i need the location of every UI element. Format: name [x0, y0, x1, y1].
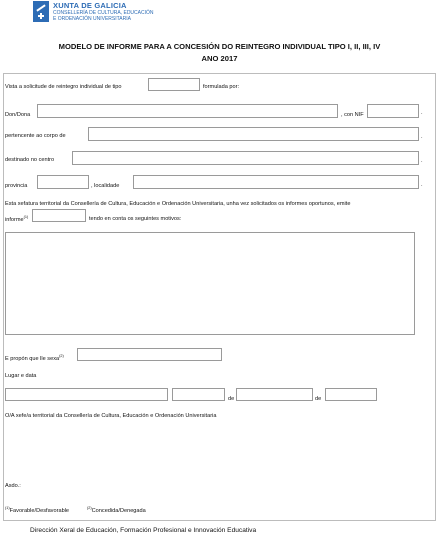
motives-textarea[interactable] [5, 232, 415, 335]
form-title: MODELO DE INFORME PARA A CONCESIÓN DO REINTEGRO INDIVIDUAL TIPO I, II, III, IV [58, 42, 381, 51]
informe-label: informe$^{(1)}$ [5, 215, 29, 223]
nif-label: , con NIF [341, 112, 364, 118]
propon-label: E propón que lle sexa$^{(2)}$ [5, 354, 64, 362]
xefatura-paragraph: Esta xefatura territorial da Consellería de Cultura, Educación e Ordenación Universitaria, unha vez solicitados os informes oportunos, emite [5, 201, 351, 207]
logo-department-line1: CONSELLERÍA DE CULTURA, EDUCACIÓN [53, 10, 154, 16]
period-mark: . [421, 182, 423, 188]
footnote-2: $^{(2)}$Concedida/Denegada [87, 506, 146, 514]
period-mark: . [421, 134, 423, 140]
de-label: de [315, 396, 322, 402]
period-mark: . [421, 110, 423, 116]
provincia-label: provincia [5, 183, 28, 189]
localidade-label: , localidade [91, 183, 120, 189]
asdo-label: Asdo.: [5, 483, 21, 489]
nif-field[interactable] [367, 104, 419, 118]
month-field[interactable] [236, 388, 313, 401]
reintegro-tipo-field[interactable] [148, 78, 200, 91]
logo-name: XUNTA DE GALICIA [53, 1, 127, 10]
corpo-field[interactable] [88, 127, 419, 141]
day-field[interactable] [172, 388, 225, 401]
logo-department-line2: E ORDENACIÓN UNIVERSITARIA [53, 16, 131, 22]
footnote-1: $^{(1)}$Favorable/Desfavorable [5, 506, 70, 514]
reintegro-tipo-label: Vista a solicitude de reintegro individual de tipo [5, 84, 122, 90]
form-title-year: ANO 2017 [201, 54, 238, 63]
motives-label: tendo en conta os seguintes motivos: [89, 216, 182, 222]
name-field[interactable] [37, 104, 338, 118]
localidade-field[interactable] [133, 175, 419, 189]
period-mark: . [421, 158, 423, 164]
don-dona-label: Don/Dona [5, 112, 31, 118]
lugar-field[interactable] [5, 388, 168, 401]
informe-type-field[interactable] [32, 209, 86, 222]
footer-department: Dirección Xeral de Educación, Formación Profesional e Innovación Educativa [30, 527, 257, 534]
xunta-emblem-icon [33, 1, 49, 22]
xunta-logo [33, 0, 173, 24]
propon-field[interactable] [77, 348, 222, 361]
de-label: de [228, 396, 235, 402]
lugar-data-label: Lugar e data [5, 373, 37, 379]
centro-field[interactable] [72, 151, 419, 165]
xefe-territorial-label: O/A xefe/a territorial da Consellería de Cultura, Educación e Ordenación Universitaria [5, 413, 217, 419]
provincia-field[interactable] [37, 175, 89, 189]
centro-label: destinado no centro [5, 157, 55, 163]
year-field[interactable] [325, 388, 377, 401]
corpo-label: pertencente ao corpo de [5, 133, 66, 139]
formulada-por-label: formulada por: [203, 84, 240, 90]
